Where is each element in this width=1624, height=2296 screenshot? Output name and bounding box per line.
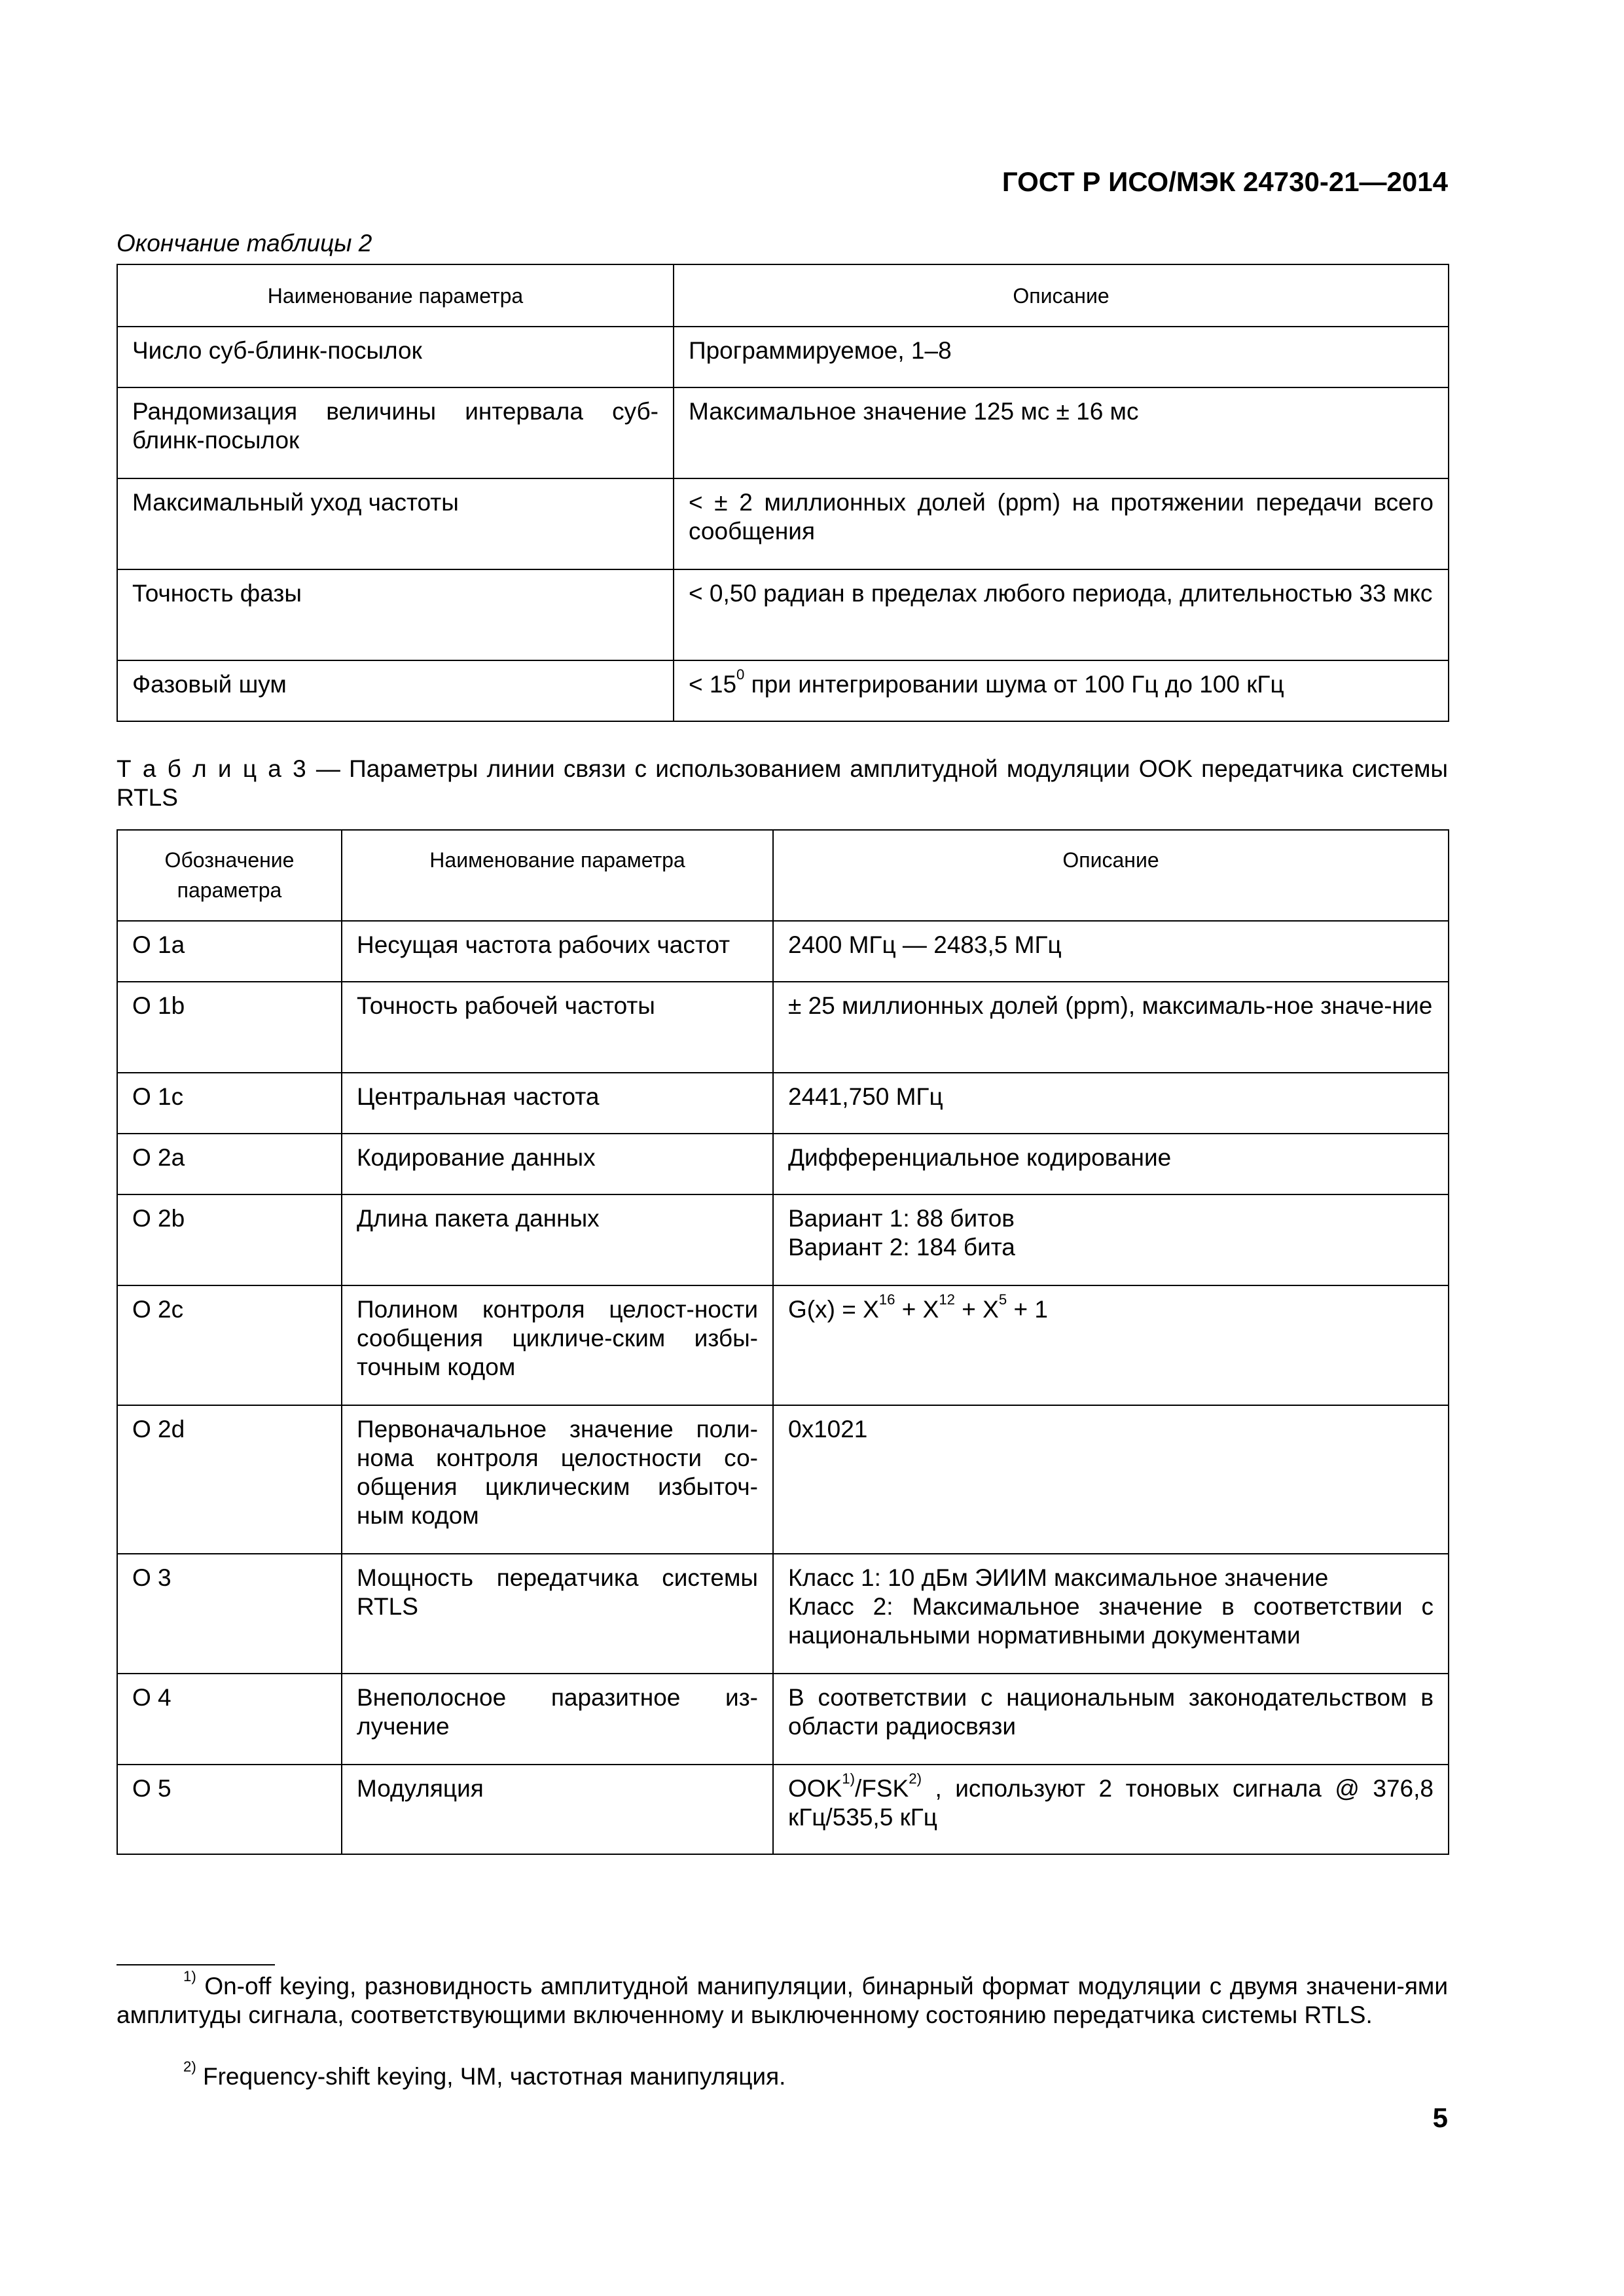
footnote xyxy=(117,2058,1448,2091)
table2 xyxy=(117,264,1449,722)
param-id: O 2a xyxy=(117,1134,342,1194)
param-name: Число суб-блинк-посылок xyxy=(117,327,674,387)
param-desc: 2400 МГц — 2483,5 МГц xyxy=(773,921,1449,982)
param-id: O 5 xyxy=(117,1765,342,1854)
table-row xyxy=(117,1405,1449,1554)
param-name: Фазовый шум xyxy=(117,660,674,721)
footnote-text: On-off keying, разновидность амплитудной манипуляции, бинарный формат модуляции с двумя значени-ями амплитуды сигнала, соответствующими включенному и выключенному состоянию передатчика системы RTLS. xyxy=(117,1973,1448,2028)
table-row xyxy=(117,327,1449,387)
table-row xyxy=(117,1554,1449,1674)
table-row xyxy=(117,1073,1449,1134)
table-row xyxy=(117,1765,1449,1854)
footnote-text: Frequency-shift keying, ЧМ, частотная манипуляция. xyxy=(196,2063,786,2090)
footnote-separator xyxy=(117,1964,275,1965)
param-name: Первоначальное значение поли-нома контроля целостности со-общения циклическим избыточ-ным кодом xyxy=(342,1405,773,1554)
param-desc: 2441,750 МГц xyxy=(773,1073,1449,1134)
param-name: Полином контроля целост-ности сообщения цикличе-ским избы-точным кодом xyxy=(342,1285,773,1405)
table-row xyxy=(117,1674,1449,1765)
param-desc: Программируемое, 1–8 xyxy=(674,327,1449,387)
param-id: O 2b xyxy=(117,1194,342,1285)
param-desc: Максимальное значение 125 мс ± 16 мс xyxy=(674,387,1449,478)
param-name: Центральная частота xyxy=(342,1073,773,1134)
param-id: O 1c xyxy=(117,1073,342,1134)
param-name: Кодирование данных xyxy=(342,1134,773,1194)
param-desc: $G(x) = X^{16} + X^{12} + X^5 + 1$ xyxy=(773,1285,1449,1405)
column-header: Обозначение параметра xyxy=(117,830,342,921)
footnote-mark: 1) xyxy=(183,1968,196,1985)
table-row xyxy=(117,660,1449,721)
param-desc: ± 25 миллионных долей (ppm), максималь-ное значе-ние xyxy=(773,982,1449,1073)
footnote xyxy=(117,1968,1448,2030)
table-row xyxy=(117,1134,1449,1194)
param-desc: Вариант 1: 88 битов Вариант 2: 184 бита xyxy=(773,1194,1449,1285)
table3 xyxy=(117,829,1449,1855)
param-name: Мощность передатчика системы RTLS xyxy=(342,1554,773,1674)
table-row xyxy=(117,1285,1449,1405)
param-desc: Класс 1: 10 дБм ЭИИМ максимальное значение Класс 2: Максимальное значение в соответствии с национальными нормативными документами xyxy=(773,1554,1449,1674)
column-header: Описание xyxy=(674,264,1449,327)
param-id: O 4 xyxy=(117,1674,342,1765)
table-row xyxy=(117,921,1449,982)
param-name: Рандомизация величины интервала суб-блинк-посылок xyxy=(117,387,674,478)
page-number: 5 xyxy=(1432,2102,1448,2133)
param-desc: OOK$^{1)}$/FSK$^{2)}$ , используют 2 тоновых сигнала @ 376,8 кГц/535,5 кГц xyxy=(773,1765,1449,1854)
table-row xyxy=(117,387,1449,478)
param-desc: < ± 2 миллионных долей (ppm) на протяжении передачи всего сообщения xyxy=(674,478,1449,569)
footnote-mark: 2) xyxy=(183,2058,196,2075)
param-desc: В соответствии с национальным законодательством в области радиосвязи xyxy=(773,1674,1449,1765)
table-row xyxy=(117,1194,1449,1285)
param-desc: < 0,50 радиан в пределах любого периода, длительностью 33 мкс xyxy=(674,569,1449,660)
param-name: Точность рабочей частоты xyxy=(342,982,773,1073)
param-name: Внеполосное паразитное из-лучение xyxy=(342,1674,773,1765)
table-row xyxy=(117,478,1449,569)
param-id: O 3 xyxy=(117,1554,342,1674)
column-header: Описание xyxy=(773,830,1449,921)
param-name: Несущая частота рабочих частот xyxy=(342,921,773,982)
param-name: Максимальный уход частоты xyxy=(117,478,674,569)
table3-caption-label: Т а б л и ц а 3 xyxy=(117,755,308,782)
param-id: O 1a xyxy=(117,921,342,982)
param-id: O 2c xyxy=(117,1285,342,1405)
column-header: Наименование параметра xyxy=(342,830,773,921)
table3-caption-text: — Параметры линии связи с использованием амплитудной модуляции OOK передатчика системы RTLS xyxy=(117,755,1449,811)
table-row xyxy=(117,569,1449,660)
param-desc: Дифференциальное кодирование xyxy=(773,1134,1449,1194)
param-id: O 2d xyxy=(117,1405,342,1554)
param-id: O 1b xyxy=(117,982,342,1073)
table2-caption: Окончание таблицы 2 xyxy=(117,230,372,257)
column-header: Наименование параметра xyxy=(117,264,674,327)
document-header: ГОСТ Р ИСО/МЭК 24730-21—2014 xyxy=(1001,166,1448,197)
table-row xyxy=(117,982,1449,1073)
param-name: Точность фазы xyxy=(117,569,674,660)
param-desc: < $15^0$ при интегрировании шума от 100 Гц до 100 кГц xyxy=(674,660,1449,721)
table3-caption xyxy=(117,755,1448,812)
param-desc: 0x1021 xyxy=(773,1405,1449,1554)
param-name: Модуляция xyxy=(342,1765,773,1854)
param-name: Длина пакета данных xyxy=(342,1194,773,1285)
